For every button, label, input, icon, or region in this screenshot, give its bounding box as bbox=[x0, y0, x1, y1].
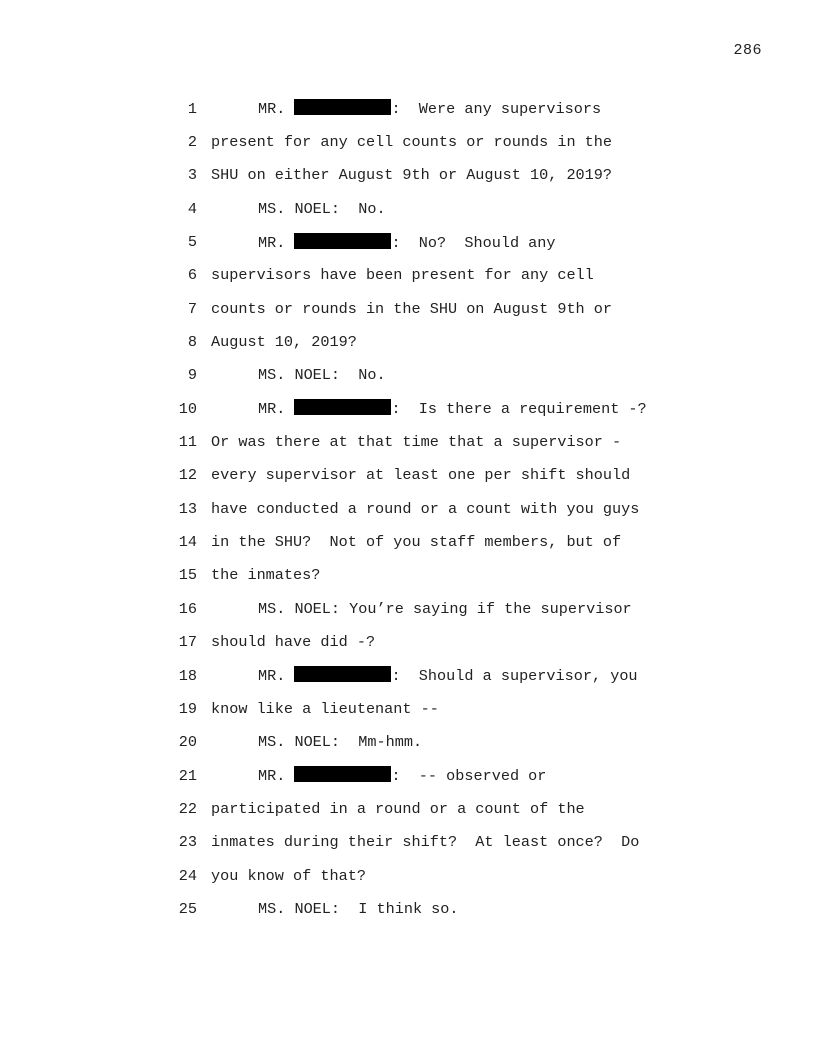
line-number: 13 bbox=[178, 499, 197, 518]
speech-text: : Should a supervisor, you bbox=[391, 667, 638, 686]
line-number: 19 bbox=[178, 699, 197, 718]
line-number: 24 bbox=[178, 866, 197, 885]
transcript-line bbox=[160, 292, 720, 325]
line-number: 3 bbox=[187, 166, 197, 185]
line-number: 18 bbox=[178, 666, 197, 685]
line-number: 5 bbox=[187, 233, 197, 252]
transcript-line bbox=[160, 425, 720, 458]
line-number: 16 bbox=[178, 599, 197, 618]
line-number: 6 bbox=[187, 266, 197, 285]
transcript-line bbox=[160, 92, 720, 125]
line-text: should have did -? bbox=[211, 633, 376, 652]
line-text: August 10, 2019? bbox=[211, 333, 357, 352]
transcript-line bbox=[160, 359, 720, 392]
line-number: 17 bbox=[178, 633, 197, 652]
line-text bbox=[211, 399, 720, 418]
line-number: 22 bbox=[178, 799, 197, 818]
redaction-bar bbox=[294, 766, 391, 782]
speaker-prefix: MR. bbox=[258, 667, 295, 686]
line-text: present for any cell counts or rounds in the bbox=[211, 133, 613, 152]
transcript-line bbox=[160, 792, 720, 825]
line-number: 20 bbox=[178, 733, 197, 752]
speaker-prefix: MR. bbox=[258, 100, 295, 119]
line-text bbox=[211, 99, 720, 118]
line-number: 1 bbox=[187, 99, 197, 118]
transcript-line bbox=[160, 626, 720, 659]
line-text: Or was there at that time that a supervisor - bbox=[211, 433, 622, 452]
line-number: 14 bbox=[178, 533, 197, 552]
transcript-line bbox=[160, 592, 720, 625]
line-text: MS. NOEL: No. bbox=[258, 366, 386, 385]
line-text: know like a lieutenant -- bbox=[211, 699, 439, 718]
transcript-line bbox=[160, 259, 720, 292]
speech-text: : No? Should any bbox=[391, 233, 556, 252]
transcript-line bbox=[160, 392, 720, 425]
line-text: supervisors have been present for any cell bbox=[211, 266, 594, 285]
transcript-line bbox=[160, 159, 720, 192]
line-text: counts or rounds in the SHU on August 9th or bbox=[211, 299, 613, 318]
line-text: every supervisor at least one per shift should bbox=[211, 466, 631, 485]
line-text: MS. NOEL: You’re saying if the supervisor bbox=[258, 599, 632, 618]
redaction-bar bbox=[294, 666, 391, 682]
redaction-bar bbox=[294, 233, 391, 249]
line-number: 7 bbox=[187, 299, 197, 318]
line-number: 23 bbox=[178, 833, 197, 852]
speech-text: : -- observed or bbox=[391, 767, 547, 786]
page-number: 286 bbox=[733, 42, 762, 59]
transcript-line bbox=[160, 826, 720, 859]
line-text: the inmates? bbox=[211, 566, 321, 585]
transcript-line bbox=[160, 559, 720, 592]
line-text: inmates during their shift? At least once? Do bbox=[211, 833, 640, 852]
transcript-line bbox=[160, 726, 720, 759]
transcript-line bbox=[160, 325, 720, 358]
line-number: 12 bbox=[178, 466, 197, 485]
speaker-prefix: MR. bbox=[258, 233, 295, 252]
line-number: 4 bbox=[187, 199, 197, 218]
line-text: SHU on either August 9th or August 10, 2019? bbox=[211, 166, 613, 185]
line-text bbox=[211, 666, 720, 685]
speech-text: : Were any supervisors bbox=[391, 100, 602, 119]
line-number: 2 bbox=[187, 133, 197, 152]
line-number: 25 bbox=[178, 899, 197, 918]
speaker-prefix: MR. bbox=[258, 767, 295, 786]
line-text: MS. NOEL: No. bbox=[258, 199, 386, 218]
transcript-line bbox=[160, 192, 720, 225]
speech-text: : Is there a requirement -? bbox=[391, 400, 647, 419]
line-number: 21 bbox=[178, 766, 197, 785]
transcript-line bbox=[160, 859, 720, 892]
redaction-bar bbox=[294, 99, 391, 115]
transcript-line bbox=[160, 659, 720, 692]
line-text: in the SHU? Not of you staff members, but of bbox=[211, 533, 622, 552]
transcript-line bbox=[160, 225, 720, 258]
line-text bbox=[211, 766, 720, 785]
transcript-line bbox=[160, 759, 720, 792]
line-text: MS. NOEL: I think so. bbox=[258, 899, 459, 918]
line-text: participated in a round or a count of the bbox=[211, 799, 585, 818]
transcript-line bbox=[160, 525, 720, 558]
line-text: MS. NOEL: Mm-hmm. bbox=[258, 733, 423, 752]
speaker-prefix: MR. bbox=[258, 400, 295, 419]
line-number: 11 bbox=[178, 433, 197, 452]
line-text: have conducted a round or a count with you guys bbox=[211, 499, 640, 518]
transcript-line bbox=[160, 459, 720, 492]
transcript-line bbox=[160, 125, 720, 158]
line-text: you know of that? bbox=[211, 866, 366, 885]
transcript-body bbox=[160, 92, 720, 926]
line-number: 8 bbox=[187, 333, 197, 352]
transcript-line bbox=[160, 492, 720, 525]
redaction-bar bbox=[294, 399, 391, 415]
transcript-line bbox=[160, 692, 720, 725]
line-number: 10 bbox=[178, 399, 197, 418]
line-number: 15 bbox=[178, 566, 197, 585]
line-number: 9 bbox=[187, 366, 197, 385]
line-text bbox=[211, 233, 720, 252]
transcript-line bbox=[160, 892, 720, 925]
